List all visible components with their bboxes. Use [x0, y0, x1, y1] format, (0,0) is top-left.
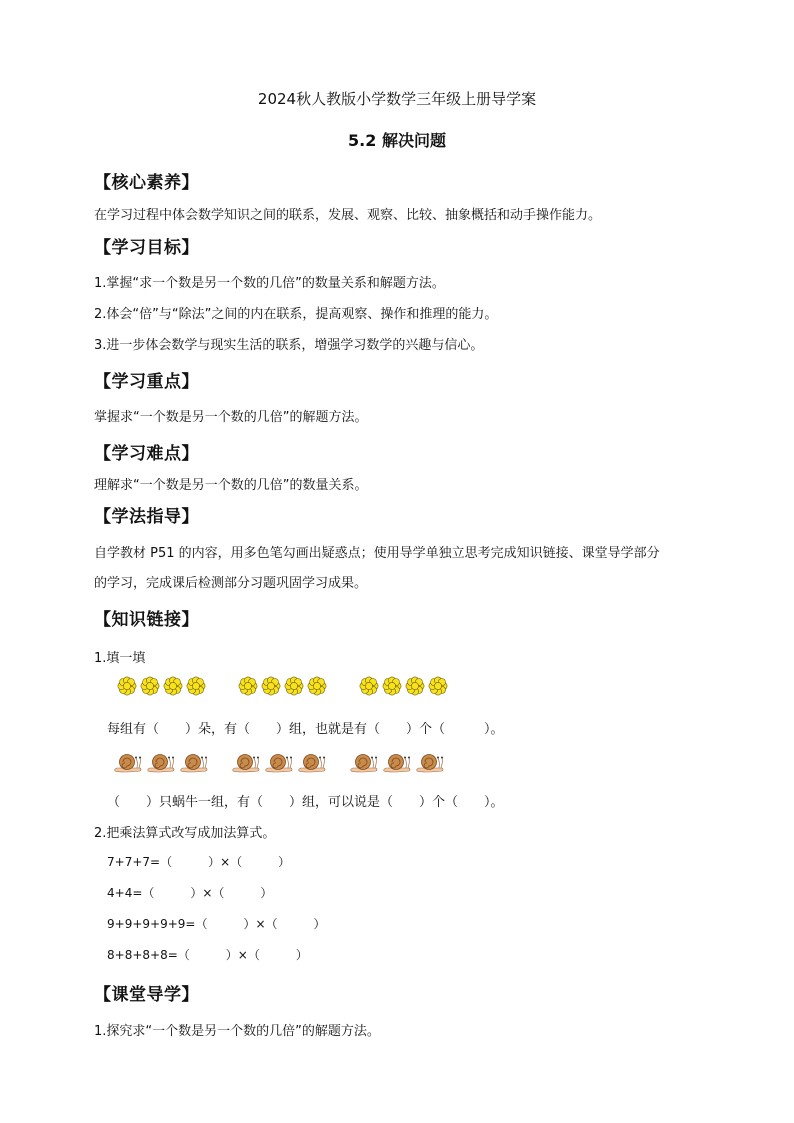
goal-item-3: 3.进一步体会数学与现实生活的联系，增强学习数学的兴趣与信心。: [94, 338, 484, 353]
link-q2: 2.把乘法算式改写成加法算式。: [94, 826, 276, 841]
flower-group-2: [238, 676, 327, 696]
snail-group-2: [231, 751, 327, 775]
goal-item-1: 1.掌握“求一个数是另一个数的几倍”的数量关系和解题方法。: [94, 276, 445, 291]
snail-icon: [264, 751, 294, 775]
method-line-1: 自学教材 P51 的内容，用多色笔勾画出疑惑点；使用导学单独立思考完成知识链接、课堂导学部分: [94, 546, 660, 561]
snail-group-1: [113, 751, 209, 775]
link-q1: 1.填一填: [94, 651, 146, 666]
flower-icon: [359, 676, 379, 696]
flower-icon: [186, 676, 206, 696]
flower-groups: [117, 676, 448, 696]
snail-icon: [146, 751, 176, 775]
equation-3: 9+9+9+9+9=（ ）×（ ）: [107, 917, 326, 931]
method-line-2: 的学习，完成课后检测部分习题巩固学习成果。: [94, 576, 368, 591]
snail-icon: [179, 751, 209, 775]
flower-group-1: [117, 676, 206, 696]
snail-groups: [113, 751, 445, 775]
flower-icon: [405, 676, 425, 696]
key-text: 掌握求“一个数是另一个数的几倍”的解题方法。: [94, 410, 368, 425]
heading-link: 【知识链接】: [94, 610, 199, 630]
flower-icon: [117, 676, 137, 696]
goal-item-2: 2.体会“倍”与“除法”之间的内在联系，提高观察、操作和推理的能力。: [94, 307, 498, 322]
heading-method: 【学法指导】: [94, 507, 199, 527]
flower-icon: [428, 676, 448, 696]
flower-icon: [238, 676, 258, 696]
equation-2: 4+4=（ ）×（ ）: [107, 886, 273, 900]
snail-icon: [113, 751, 143, 775]
equation-4: 8+8+8+8=（ ）×（ ）: [107, 948, 308, 962]
snail-icon: [297, 751, 327, 775]
flower-icon: [307, 676, 327, 696]
equation-1: 7+7+7=（ ）×（ ）: [107, 855, 291, 869]
class-q1: 1.探究求“一个数是另一个数的几倍”的解题方法。: [94, 1024, 380, 1039]
document-title: 2024秋人教版小学数学三年级上册导学案: [257, 90, 537, 108]
flower-question: 每组有（ ）朵，有（ ）组，也就是有（ ）个（ ）。: [107, 722, 504, 737]
heading-core: 【核心素养】: [94, 173, 199, 193]
heading-goals: 【学习目标】: [94, 238, 199, 258]
flower-icon: [284, 676, 304, 696]
flower-icon: [261, 676, 281, 696]
lesson-title: 5.2 解决问题: [348, 131, 446, 150]
core-text: 在学习过程中体会数学知识之间的联系，发展、观察、比较、抽象概括和动手操作能力。: [94, 208, 602, 223]
snail-icon: [349, 751, 379, 775]
heading-class: 【课堂导学】: [94, 985, 199, 1005]
heading-key: 【学习重点】: [94, 372, 199, 392]
flower-icon: [140, 676, 160, 696]
snail-icon: [415, 751, 445, 775]
flower-icon: [163, 676, 183, 696]
flower-icon: [382, 676, 402, 696]
heading-difficulty: 【学习难点】: [94, 444, 199, 464]
difficulty-text: 理解求“一个数是另一个数的几倍”的数量关系。: [94, 478, 368, 493]
snail-group-3: [349, 751, 445, 775]
flower-group-3: [359, 676, 448, 696]
snail-icon: [382, 751, 412, 775]
snail-icon: [231, 751, 261, 775]
snail-question: （ ）只蜗牛一组，有（ ）组，可以说是（ ）个（ ）。: [107, 795, 504, 810]
